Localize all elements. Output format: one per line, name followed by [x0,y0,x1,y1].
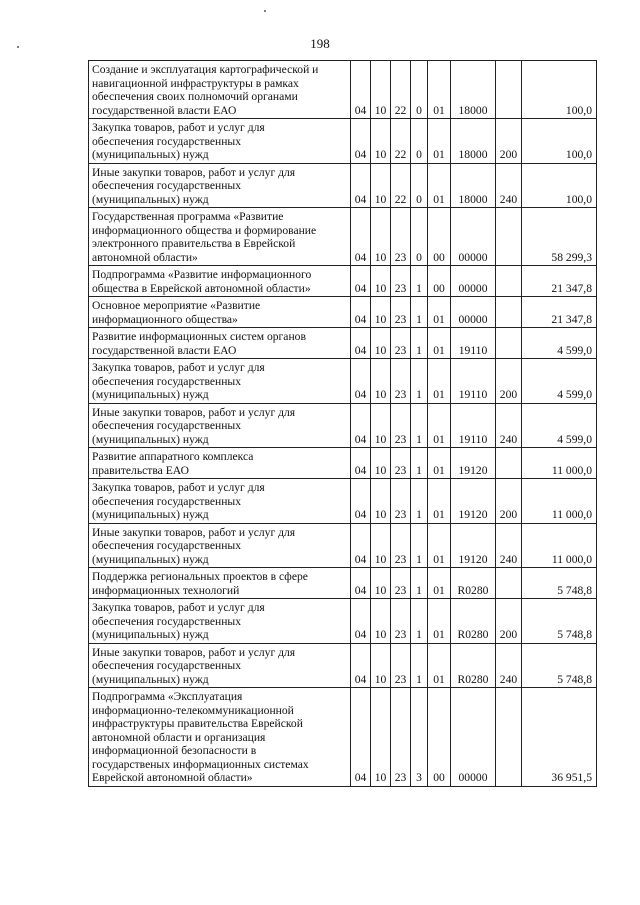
item-name-line: государственых информационных системах [92,757,309,771]
table-body [89,61,597,787]
item-name-cell [89,208,351,266]
subprogram-code-cell: 0 [411,61,428,119]
event-code-cell: 01 [428,479,451,524]
table-row [89,163,597,208]
program-code-cell: 22 [391,61,411,119]
direction-code-cell: 19110 [451,403,496,448]
item-name-line: Государственная программа «Развитие [92,210,284,223]
item-name-line: обеспечения государственных [92,374,242,388]
item-name-line: Закупка товаров, работ и услуг для [92,481,265,494]
item-name-line: электронного правительства в Еврейской [92,237,296,250]
direction-code-cell: R0280 [451,643,496,688]
table-row [89,266,597,297]
direction-code-cell: R0280 [451,568,496,599]
expense-type-cell: 240 [496,523,522,568]
item-name-line: информационно-телекоммуникационной [92,703,294,717]
podrazdel-cell: 10 [371,266,391,297]
table-row [89,119,597,164]
subprogram-code-cell: 0 [411,208,428,266]
program-code-cell: 22 [391,163,411,208]
podrazdel-cell: 10 [371,208,391,266]
item-name-line: информационных технологий [92,583,240,597]
expense-type-cell [496,688,522,787]
program-code-cell: 23 [391,328,411,359]
item-name-line: обеспечения своих полномочий органами [92,90,298,103]
direction-code-cell: 18000 [451,163,496,208]
program-code-cell: 23 [391,297,411,328]
item-name-line: правительства ЕАО [92,463,189,477]
event-code-cell: 01 [428,328,451,359]
item-name-line: Подпрограмма «Развитие информационного [92,268,312,281]
program-code-cell: 23 [391,643,411,688]
table-row [89,523,597,568]
subprogram-code-cell: 1 [411,328,428,359]
program-code-cell: 23 [391,479,411,524]
amount-cell: 58 299,3 [522,208,597,266]
item-name-cell [89,523,351,568]
item-name-line: информационного общества и формирование [92,223,317,237]
expense-type-cell: 200 [496,479,522,524]
direction-code-cell: 18000 [451,61,496,119]
event-code-cell: 01 [428,599,451,644]
razdel-cell: 04 [351,403,371,448]
table-row [89,208,597,266]
direction-code-cell: 18000 [451,119,496,164]
podrazdel-cell: 10 [371,163,391,208]
event-code-cell: 00 [428,266,451,297]
item-name-line: Развитие информационных систем органов [92,330,306,343]
podrazdel-cell: 10 [371,599,391,644]
page-number: 198 [310,36,330,51]
amount-cell: 4 599,0 [522,328,597,359]
item-name-line: обеспечения государственных [92,134,242,148]
expense-type-cell: 200 [496,359,522,404]
item-name-line: обеспечения государственных [92,659,242,672]
amount-cell: 11 000,0 [522,523,597,568]
program-code-cell: 23 [391,688,411,787]
event-code-cell: 01 [428,523,451,568]
subprogram-code-cell: 1 [411,359,428,404]
expense-type-cell: 240 [496,403,522,448]
item-name-line: информационного общества» [92,312,238,326]
item-name-line: (муниципальных) нужд [92,628,209,641]
item-name-line: Закупка товаров, работ и услуг для [92,601,265,614]
podrazdel-cell: 10 [371,297,391,328]
program-code-cell: 23 [391,266,411,297]
item-name-cell [89,61,351,119]
scan-speck [264,10,266,12]
item-name-line: Иные закупки товаров, работ и услуг для [92,525,296,539]
razdel-cell: 04 [351,688,371,787]
item-name-line: (муниципальных) нужд [92,552,209,566]
expense-type-cell [496,61,522,119]
subprogram-code-cell: 0 [411,119,428,164]
table-row [89,61,597,119]
podrazdel-cell: 10 [371,61,391,119]
item-name-line: обеспечения государственных [92,539,242,552]
item-name-line: (муниципальных) нужд [92,672,209,686]
direction-code-cell: 00000 [451,208,496,266]
podrazdel-cell: 10 [371,568,391,599]
table-row [89,599,597,644]
table-row [89,643,597,688]
expense-type-cell [496,297,522,328]
podrazdel-cell: 10 [371,448,391,479]
event-code-cell: 01 [428,119,451,164]
item-name-line: обеспечения государственных [92,614,242,628]
table-row [89,448,597,479]
item-name-line: автономной области» [92,250,198,264]
podrazdel-cell: 10 [371,523,391,568]
subprogram-code-cell: 1 [411,403,428,448]
razdel-cell: 04 [351,297,371,328]
program-code-cell: 23 [391,599,411,644]
item-name-cell [89,448,351,479]
razdel-cell: 04 [351,448,371,479]
item-name-line: обеспечения государственных [92,419,242,432]
item-name-line: обеспечения государственных [92,179,242,192]
amount-cell: 11 000,0 [522,448,597,479]
razdel-cell: 04 [351,266,371,297]
program-code-cell: 23 [391,359,411,404]
expense-type-cell [496,328,522,359]
direction-code-cell: 19120 [451,523,496,568]
amount-cell: 5 748,8 [522,599,597,644]
podrazdel-cell: 10 [371,359,391,404]
item-name-cell [89,119,351,164]
direction-code-cell: 00000 [451,688,496,787]
item-name-cell [89,643,351,688]
razdel-cell: 04 [351,359,371,404]
item-name-line: (муниципальных) нужд [92,192,209,206]
item-name-line: инфраструктуры правительства Еврейской [92,717,303,730]
program-code-cell: 23 [391,568,411,599]
podrazdel-cell: 10 [371,688,391,787]
item-name-line: Создание и эксплуатация картографической и [92,63,319,76]
item-name-line: (муниципальных) нужд [92,432,209,446]
item-name-line: Иные закупки товаров, работ и услуг для [92,405,296,419]
item-name-line: обеспечения государственных [92,494,242,508]
event-code-cell: 01 [428,297,451,328]
item-name-line: Закупка товаров, работ и услуг для [92,361,265,374]
podrazdel-cell: 10 [371,643,391,688]
program-code-cell: 23 [391,403,411,448]
amount-cell: 100,0 [522,61,597,119]
table-row [89,403,597,448]
item-name-cell [89,403,351,448]
subprogram-code-cell: 1 [411,448,428,479]
razdel-cell: 04 [351,523,371,568]
razdel-cell: 04 [351,568,371,599]
program-code-cell: 22 [391,119,411,164]
subprogram-code-cell: 1 [411,568,428,599]
event-code-cell: 00 [428,208,451,266]
amount-cell: 100,0 [522,119,597,164]
table-row [89,359,597,404]
event-code-cell: 01 [428,359,451,404]
event-code-cell: 01 [428,643,451,688]
amount-cell: 11 000,0 [522,479,597,524]
item-name-line: Поддержка региональных проектов в сфере [92,570,308,583]
amount-cell: 4 599,0 [522,359,597,404]
expense-type-cell: 200 [496,119,522,164]
item-name-line: Иные закупки товаров, работ и услуг для [92,645,296,659]
podrazdel-cell: 10 [371,119,391,164]
direction-code-cell: 00000 [451,266,496,297]
item-name-line: государственной власти ЕАО [92,103,237,117]
subprogram-code-cell: 1 [411,297,428,328]
table-row [89,688,597,787]
razdel-cell: 04 [351,208,371,266]
program-code-cell: 23 [391,208,411,266]
subprogram-code-cell: 1 [411,266,428,297]
amount-cell: 21 347,8 [522,297,597,328]
item-name-line: Закупка товаров, работ и услуг для [92,121,265,134]
item-name-line: Еврейской автономной области» [92,771,253,784]
expense-type-cell [496,266,522,297]
event-code-cell: 01 [428,403,451,448]
razdel-cell: 04 [351,163,371,208]
subprogram-code-cell: 1 [411,643,428,688]
direction-code-cell: 19110 [451,328,496,359]
item-name-cell [89,568,351,599]
subprogram-code-cell: 1 [411,599,428,644]
item-name-cell [89,688,351,787]
event-code-cell: 01 [428,163,451,208]
item-name-line: Подпрограмма «Эксплуатация [92,690,243,703]
expense-type-cell [496,208,522,266]
item-name-line: Основное мероприятие «Развитие [92,299,261,312]
item-name-cell [89,479,351,524]
event-code-cell: 00 [428,688,451,787]
amount-cell: 5 748,8 [522,643,597,688]
item-name-line: Иные закупки товаров, работ и услуг для [92,165,296,179]
subprogram-code-cell: 1 [411,523,428,568]
expense-type-cell [496,568,522,599]
item-name-cell [89,599,351,644]
item-name-line: (муниципальных) нужд [92,388,209,401]
table-row [89,328,597,359]
direction-code-cell: R0280 [451,599,496,644]
direction-code-cell: 19120 [451,479,496,524]
item-name-line: Развитие аппаратного комплекса [92,450,254,463]
item-name-line: общества в Еврейской автономной области» [92,281,311,295]
item-name-cell [89,163,351,208]
scan-speck [17,46,19,48]
razdel-cell: 04 [351,119,371,164]
item-name-cell [89,359,351,404]
subprogram-code-cell: 3 [411,688,428,787]
subprogram-code-cell: 0 [411,163,428,208]
razdel-cell: 04 [351,328,371,359]
direction-code-cell: 00000 [451,297,496,328]
table-row [89,568,597,599]
amount-cell: 100,0 [522,163,597,208]
table-row [89,297,597,328]
item-name-line: (муниципальных) нужд [92,508,209,521]
amount-cell: 36 951,5 [522,688,597,787]
item-name-line: (муниципальных) нужд [92,148,209,161]
podrazdel-cell: 10 [371,403,391,448]
expense-type-cell: 200 [496,599,522,644]
razdel-cell: 04 [351,479,371,524]
event-code-cell: 01 [428,568,451,599]
item-name-line: государственной власти ЕАО [92,343,237,357]
program-code-cell: 23 [391,448,411,479]
expense-type-cell: 240 [496,643,522,688]
amount-cell: 4 599,0 [522,403,597,448]
item-name-cell [89,297,351,328]
razdel-cell: 04 [351,599,371,644]
item-name-cell [89,328,351,359]
item-name-cell [89,266,351,297]
event-code-cell: 01 [428,61,451,119]
table-row [89,479,597,524]
amount-cell: 21 347,8 [522,266,597,297]
subprogram-code-cell: 1 [411,479,428,524]
expense-type-cell [496,448,522,479]
razdel-cell: 04 [351,61,371,119]
item-name-line: навигационной инфраструктуры в рамках [92,76,299,90]
podrazdel-cell: 10 [371,479,391,524]
amount-cell: 5 748,8 [522,568,597,599]
razdel-cell: 04 [351,643,371,688]
direction-code-cell: 19110 [451,359,496,404]
direction-code-cell: 19120 [451,448,496,479]
event-code-cell: 01 [428,448,451,479]
item-name-line: автономной области и организация [92,730,266,744]
podrazdel-cell: 10 [371,328,391,359]
program-code-cell: 23 [391,523,411,568]
expense-type-cell: 240 [496,163,522,208]
item-name-line: информационной безопасности в [92,744,257,757]
budget-table [88,60,597,787]
